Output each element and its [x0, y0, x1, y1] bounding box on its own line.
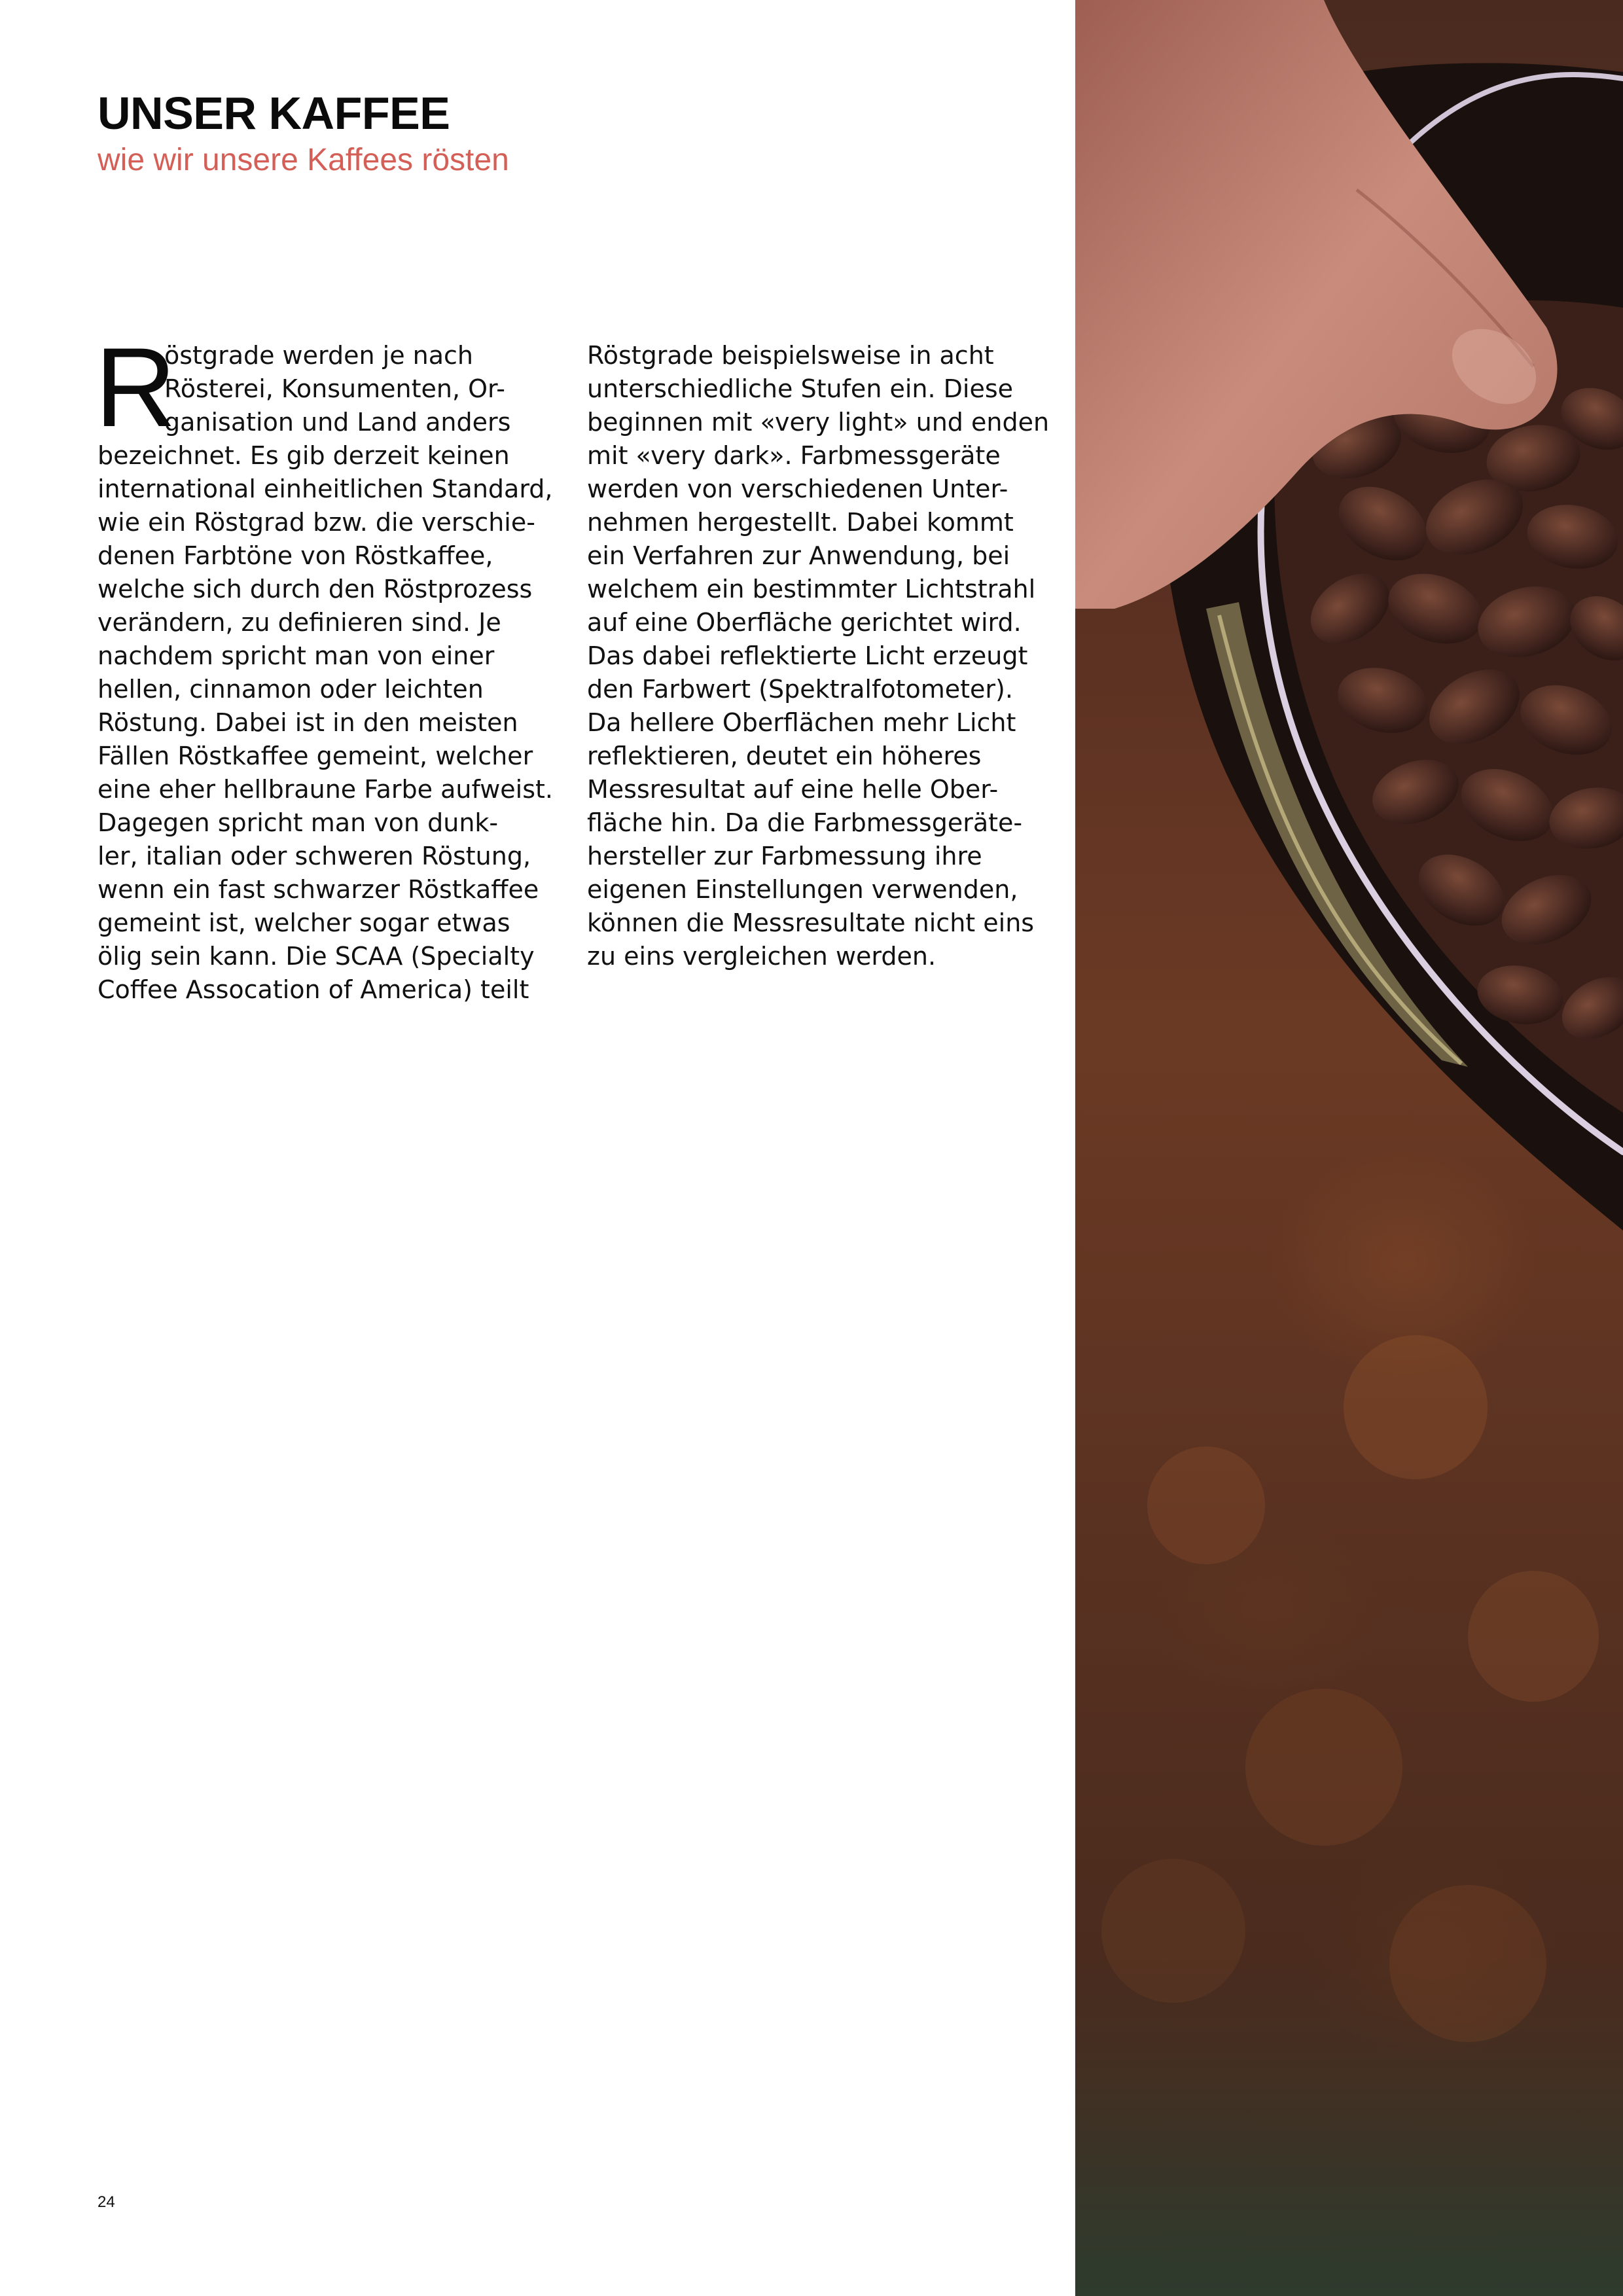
coffee-scoop-illustration [1075, 0, 1623, 2296]
text-line: ganisation und Land anders [164, 408, 511, 437]
text-line: östgrade werden je nach [164, 341, 473, 370]
text-line: welche sich durch den Röstprozess [98, 575, 533, 603]
text-line: nachdem spricht man von einer [98, 641, 495, 670]
text-line: Röstung. Dabei ist in den meisten [98, 708, 518, 737]
text-line: Dagegen spricht man von dunk- [98, 808, 499, 837]
page-title: UNSER KAFFEE [98, 88, 450, 139]
text-line: nehmen hergestellt. Dabei kommt [587, 508, 1014, 537]
text-line: international einheitlichen Standard, [98, 475, 553, 503]
text-line: ölig sein kann. Die SCAA (Specialty [98, 942, 535, 971]
text-line: reflektieren, deutet ein höheres [587, 742, 982, 770]
text-line: eigenen Einstellungen verwenden, [587, 875, 1018, 904]
text-line: unterschiedliche Stufen ein. Diese [587, 374, 1014, 403]
text-line: den Farbwert (Spektralfotometer). [587, 675, 1013, 704]
text-line: werden von verschiedenen Unter- [587, 475, 1008, 503]
drop-cap: R [95, 325, 177, 450]
text-line: gemeint ist, welcher sogar etwas [98, 908, 510, 937]
text-line: denen Farbtöne von Röstkaffee, [98, 541, 493, 570]
text-line: Das dabei reflektierte Licht erzeugt [587, 641, 1028, 670]
text-line: hersteller zur Farbmessung ihre [587, 842, 982, 870]
text-line: Rösterei, Konsumenten, Or- [164, 374, 505, 403]
text-line: ein Verfahren zur Anwendung, bei [587, 541, 1010, 570]
text-line: auf eine Oberfläche gerichtet wird. [587, 608, 1022, 637]
text-line: Messresultat auf eine helle Ober- [587, 775, 999, 804]
page-number: 24 [98, 2193, 115, 2211]
text-line: wie ein Röstgrad bzw. die verschie- [98, 508, 535, 537]
article-column-left [95, 325, 553, 1007]
text-line: Da hellere Oberflächen mehr Licht [587, 708, 1016, 737]
text-line: bezeichnet. Es gib derzeit keinen [98, 441, 510, 470]
text-line: verändern, zu definieren sind. Je [98, 608, 501, 637]
text-line: Coffee Assocation of America) teilt [98, 975, 529, 1004]
text-line: eine eher hellbraune Farbe aufweist. [98, 775, 553, 804]
text-line: Röstgrade beispielsweise in acht [587, 341, 994, 370]
text-line: beginnen mit «very light» und enden [587, 408, 1050, 437]
text-line: zu eins vergleichen werden. [587, 942, 936, 971]
article-column-right [587, 339, 1050, 973]
page-subtitle: wie wir unsere Kaffees rösten [98, 143, 509, 177]
text-line: fläche hin. Da die Farbmessgeräte- [587, 808, 1023, 837]
text-line: können die Messresultate nicht eins [587, 908, 1035, 937]
text-line: ler, italian oder schweren Röstung, [98, 842, 531, 870]
text-line: mit «very dark». Farbmessgeräte [587, 441, 1001, 470]
text-line: welchem ein bestimmter Lichtstrahl [587, 575, 1036, 603]
text-line: wenn ein fast schwarzer Röstkaffee [98, 875, 539, 904]
text-line: Fällen Röstkaffee gemeint, welcher [98, 742, 533, 770]
coffee-beans-photo [1075, 0, 1623, 2296]
text-line: hellen, cinnamon oder leichten [98, 675, 484, 704]
